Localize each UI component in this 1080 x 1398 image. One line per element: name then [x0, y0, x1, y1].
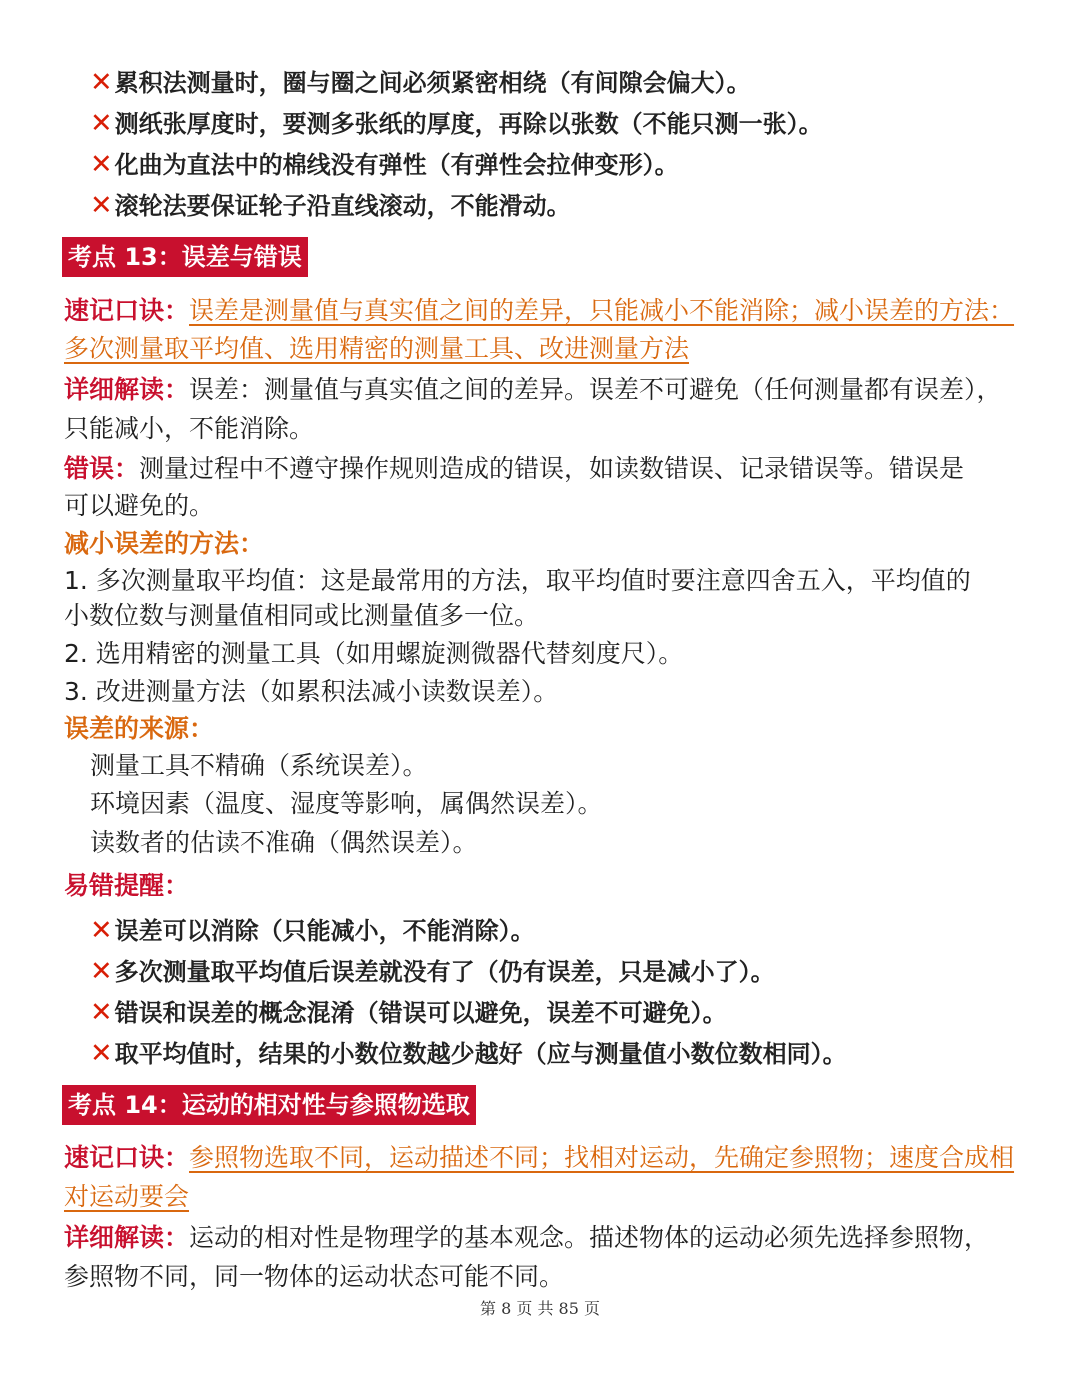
mistake-item: ✕多次测量取平均值后误差就没有了（仍有误差，只是减小了）。	[90, 956, 775, 987]
method-item: 小数位数与测量值相同或比测量值多一位。	[64, 601, 540, 630]
mnemonic-line	[64, 1141, 1014, 1175]
method-item: 3. 改进测量方法（如累积法减小读数误差）。	[64, 677, 559, 706]
error-label: 错误：	[64, 454, 140, 483]
mnemonic-text: 误差是测量值与真实值之间的差异，只能减小不能消除；减小误差的方法：	[189, 296, 1015, 325]
mnemonic-line	[64, 332, 689, 366]
reduce-heading: 减小误差的方法：	[64, 529, 265, 558]
mistake-item: ✕化曲为直法中的棉线没有弹性（有弹性会拉伸变形）。	[90, 149, 679, 180]
source-item: 读数者的估读不准确（偶然误差）。	[90, 828, 478, 857]
mnemonic-line	[64, 294, 1014, 328]
section-14-title: 考点 14：运动的相对性与参照物选取	[62, 1085, 476, 1125]
mistake-item: ✕误差可以消除（只能减小，不能消除）。	[90, 915, 535, 946]
method-item: 1. 多次测量取平均值：这是最常用的方法，取平均值时要注意四舍五入，平均值的	[64, 566, 971, 595]
detail-label: 详细解读：	[64, 1223, 190, 1252]
mnemonic-line	[64, 1180, 189, 1214]
detail-line: 详细解读：运动的相对性是物理学的基本观念。描述物体的运动必须先选择参照物，	[64, 1223, 990, 1252]
mnemonic-label: 速记口诀：	[64, 296, 190, 325]
warning-heading: 易错提醒：	[64, 871, 190, 900]
mistake-item: ✕取平均值时，结果的小数位数越少越好（应与测量值小数位数相同）。	[90, 1038, 847, 1069]
page-footer: 第 8 页 共 85 页	[480, 1299, 600, 1318]
cross-icon: ✕	[90, 67, 113, 98]
cross-icon: ✕	[90, 108, 113, 139]
cross-icon: ✕	[90, 915, 113, 946]
mistake-item: ✕累积法测量时，圈与圈之间必须紧密相绕（有间隙会偏大）。	[90, 67, 751, 98]
source-item: 测量工具不精确（系统误差）。	[90, 751, 428, 780]
mnemonic-text: 多次测量取平均值、选用精密的测量工具、改进测量方法	[64, 334, 690, 363]
mistake-item: ✕滚轮法要保证轮子沿直线滚动，不能滑动。	[90, 190, 571, 221]
section-13-title: 考点 13：误差与错误	[62, 237, 308, 277]
error-definition: 可以避免的。	[64, 491, 215, 520]
cross-icon: ✕	[90, 956, 113, 987]
mistake-item: ✕错误和误差的概念混淆（错误可以避免，误差不可避免）。	[90, 997, 727, 1028]
cross-icon: ✕	[90, 997, 113, 1028]
detail-line: 只能减小，不能消除。	[64, 414, 315, 443]
detail-line: 参照物不同，同一物体的运动状态可能不同。	[64, 1262, 565, 1291]
source-item: 环境因素（温度、湿度等影响，属偶然误差）。	[90, 789, 603, 818]
detail-line: 详细解读：误差：测量值与真实值之间的差异。误差不可避免（任何测量都有误差），	[64, 375, 1002, 404]
mistake-item: ✕测纸张厚度时，要测多张纸的厚度，再除以张数（不能只测一张）。	[90, 108, 823, 139]
method-item: 2. 选用精密的测量工具（如用螺旋测微器代替刻度尺）。	[64, 639, 684, 668]
mnemonic-text: 参照物选取不同，运动描述不同；找相对运动，先确定参照物；速度合成相	[189, 1143, 1015, 1172]
cross-icon: ✕	[90, 149, 113, 180]
mnemonic-label: 速记口诀：	[64, 1143, 190, 1172]
detail-label: 详细解读：	[64, 375, 190, 404]
cross-icon: ✕	[90, 1038, 113, 1069]
mnemonic-text: 对运动要会	[64, 1182, 190, 1211]
error-definition: 错误：测量过程中不遵守操作规则造成的错误，如读数错误、记录错误等。错误是	[64, 454, 965, 483]
source-heading: 误差的来源：	[64, 714, 215, 743]
cross-icon: ✕	[90, 190, 113, 221]
